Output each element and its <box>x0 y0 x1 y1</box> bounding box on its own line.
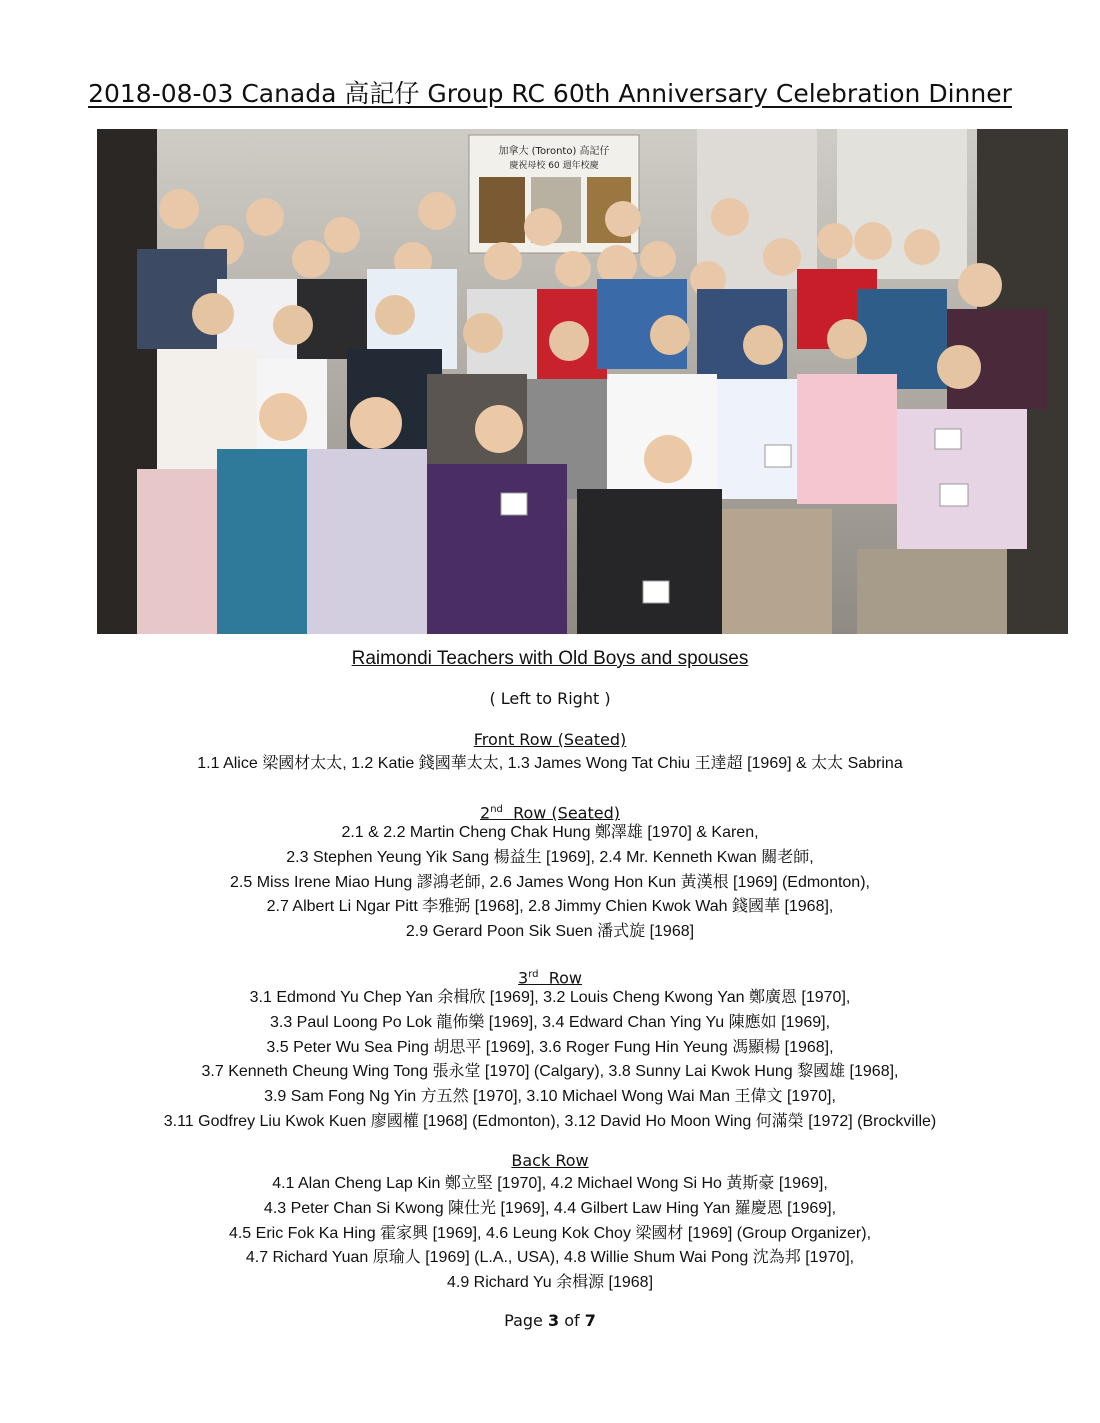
back-row-heading: Back Row <box>511 1151 589 1170</box>
second-row-line: 2.1 & 2.2 Martin Cheng Chak Hung 鄭澤雄 [1970] & Karen, <box>341 824 759 841</box>
third-row-section <box>0 964 1100 1135</box>
second-row-line: 2.7 Albert Li Ngar Pitt 李雅弼 [1968], 2.8 Jimmy Chien Kwok Wah 錢國華 [1968], <box>266 898 834 916</box>
third-row-line: 3.7 Kenneth Cheung Wing Tong 張永堂 [1970] (Calgary), 3.8 Sunny Lai Kwok Hung 黎國雄 [1968], <box>201 1063 899 1081</box>
third-row-line: 3.3 Paul Loong Po Lok 龍佈樂 [1969], 3.4 Edward Chan Ying Yu 陳應如 [1969], <box>269 1013 831 1031</box>
second-row-line: 2.9 Gerard Poon Sik Suen 潘式旋 [1968] <box>405 923 695 941</box>
back-row-line: 4.9 Richard Yu 余楫源 [1968] <box>446 1274 654 1292</box>
front-row-line: 1.1 Alice 梁國材太太, 1.2 Katie 錢國華太太, 1.3 James Wong Tat Chiu 王達超 [1969] & 太太 Sabrina <box>197 755 903 772</box>
banner-line2: 慶祝母校 60 週年校慶 <box>509 161 599 171</box>
second-row-heading: 2nd Row (Seated) <box>480 803 620 823</box>
third-row-line: 3.11 Godfrey Liu Kwok Kuen 廖國權 [1968] (Edmonton), 3.12 David Ho Moon Wing 何滿榮 [1972] (Brockville) <box>163 1112 937 1130</box>
back-row-line: 4.7 Richard Yuan 原瑜人 [1969] (L.A., USA), 4.8 Willie Shum Wai Pong 沈為邦 [1970], <box>245 1249 855 1267</box>
back-row-line: 4.1 Alan Cheng Lap Kin 鄭立堅 [1970], 4.2 Michael Wong Si Ho 黃斯豪 [1969], <box>272 1175 828 1192</box>
second-row-line: 2.5 Miss Irene Miao Hung 謬鴻老師, 2.6 James Wong Hon Kun 黃漢根 [1969] (Edmonton), <box>230 873 870 891</box>
third-row-line: 3.9 Sam Fong Ng Yin 方五然 [1970], 3.10 Michael Wong Wai Man 王偉文 [1970], <box>264 1088 836 1106</box>
front-row-section <box>0 729 1100 777</box>
back-row-line: 4.3 Peter Chan Si Kwong 陳仕光 [1969], 4.4 Gilbert Law Hing Yan 羅慶恩 [1969], <box>263 1199 837 1217</box>
page-number: Page 3 of 7 <box>504 1311 596 1330</box>
third-row-heading: 3rd Row <box>518 968 582 988</box>
back-row-line: 4.5 Eric Fok Ka Hing 霍家興 [1969], 4.6 Leung Kok Choy 梁國材 [1969] (Group Organizer), <box>228 1224 872 1242</box>
third-row-line: 3.5 Peter Wu Sea Ping 胡思平 [1969], 3.6 Roger Fung Hin Yeung 馮顯楊 [1968], <box>266 1038 834 1056</box>
banner-line1: 加拿大 (Toronto) 高記仔 <box>498 146 610 157</box>
back-row-section <box>0 1150 1100 1296</box>
second-row-section <box>0 799 1100 945</box>
photo-caption: Raimondi Teachers with Old Boys and spouses <box>351 648 749 669</box>
second-row-line: 2.3 Stephen Yeung Yik Sang 楊益生 [1969], 2.4 Mr. Kenneth Kwan 關老師, <box>286 848 814 866</box>
page-title: 2018-08-03 Canada 高記仔 Group RC 60th Anniversary Celebration Dinner <box>88 79 1012 108</box>
third-row-line: 3.1 Edmond Yu Chep Yan 余楫欣 [1969], 3.2 Louis Cheng Kwong Yan 鄭廣恩 [1970], <box>249 989 851 1006</box>
front-row-heading: Front Row (Seated) <box>473 730 627 749</box>
group-photo <box>97 129 1068 634</box>
photo-subcaption: ( Left to Right ) <box>489 689 611 708</box>
